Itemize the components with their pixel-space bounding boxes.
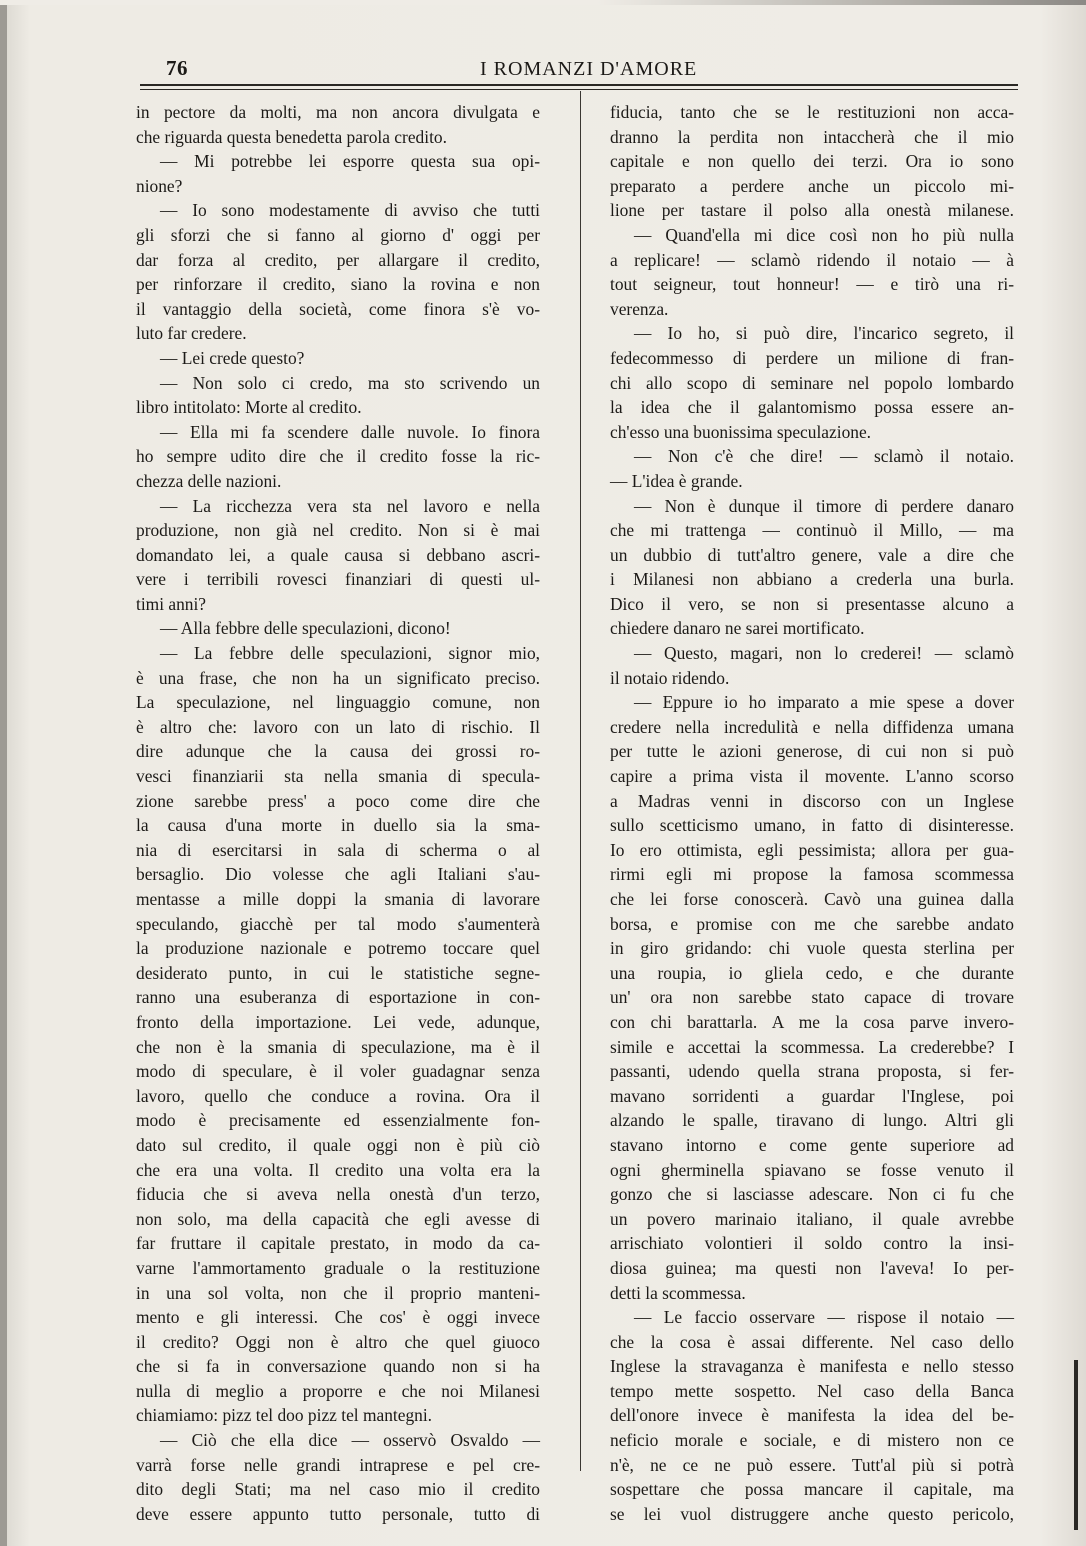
text-line: gli sforzi che si fanno al giorno d' oggi per: [136, 224, 540, 245]
text-line: i Milanesi non abbiano a crederla una burla.: [610, 569, 1014, 590]
text-line: dato sul credito, il quale oggi non è più ciò: [136, 1134, 540, 1155]
text-line: modo è precisamente ed essenzialmente fon-: [136, 1110, 540, 1131]
text-line: libro intitolato: Morte al credito.: [136, 397, 362, 418]
text-line: un' ora non sarebbe stato capace di trovare: [610, 987, 1014, 1008]
text-line: fedecommesso di perdere un milione di fran-: [610, 347, 1014, 368]
text-line: un povero marinaio italiano, il quale avrebbe: [610, 1208, 1014, 1229]
text-line: ogni gherminella spiavano se fosse venuto il: [610, 1159, 1014, 1180]
text-line: luto far credere.: [136, 323, 247, 344]
text-line: far fruttare il capitale prestato, in modo da ca-: [136, 1233, 540, 1254]
text-line: mento e gli interessi. Che cos' è oggi invece: [136, 1307, 540, 1328]
text-line: tout seigneur, tout honneur! — e tirò una ri-: [610, 274, 1014, 295]
text-line: deve essere appunto tutto personale, tutto di: [136, 1503, 540, 1524]
text-line: alzando le spalle, tiravano di lungo. Altri gli: [610, 1110, 1014, 1131]
text-line: — Mi potrebbe lei esporre questa sua opi-: [160, 151, 540, 172]
text-line: la causa d'una morte in duello sia la sma-: [136, 815, 540, 836]
text-line: — Ella mi fa scendere dalle nuvole. Io finora: [160, 421, 540, 442]
text-line: è altro che: lavoro con un lato di rischio. Il: [136, 716, 540, 737]
page-left-edge-shadow: [0, 0, 7, 1546]
text-line: diosa guinea; ma questi non l'aveva! Io per-: [610, 1257, 1014, 1278]
text-line: produzione, non già nel credito. Non si è mai: [136, 520, 540, 541]
text-line: ho sempre udito dire che il credito fosse la ric-: [136, 446, 540, 467]
running-title: I ROMANZI D'AMORE: [480, 58, 698, 80]
text-line: ranno una esuberanza di esportazione in con-: [136, 987, 540, 1008]
text-line: chiamiamo: pizz tel doo pizz tel mantegni.: [136, 1405, 433, 1426]
text-line: capitale e non quello dei terzi. Ora io sono: [610, 151, 1014, 172]
page-number: 76: [166, 56, 188, 80]
page-top-edge-shadow: [0, 0, 1086, 5]
text-line: è una frase, che non ha un significato preciso.: [136, 667, 540, 688]
text-line: che lei forse conoscerà. Cavò una guinea dalla: [610, 889, 1014, 909]
text-line: — La ricchezza vera sta nel lavoro e nella: [160, 495, 540, 516]
text-line: a Madras venni in discorso con un Inglese: [610, 790, 1014, 811]
text-line: sullo scetticismo umano, in fatto di disinteresse.: [610, 815, 1014, 836]
text-line: il notaio ridendo.: [610, 667, 730, 688]
text-line: dranno la perdita non intaccherà che il mio: [610, 126, 1014, 147]
text-line: mentasse a mille doppi la smania di lavorare: [136, 889, 540, 909]
text-line: — Le faccio osservare — rispose il notaio —: [634, 1307, 1014, 1328]
text-line: il vantaggio della società, come finora s'è vo-: [136, 298, 540, 319]
text-line: borsa, e promise con me che sarebbe andato: [610, 913, 1014, 934]
text-line: Io ero ottimista, egli pessimista; allora per gua-: [610, 839, 1014, 860]
text-line: gonzo che si lasciasse adescare. Non ci fu che: [610, 1184, 1014, 1205]
text-line: che mi trattenga — continuò il Millo, — ma: [610, 520, 1014, 541]
text-line: in pectore da molti, ma non ancora divulgata e: [136, 102, 540, 122]
left-text-column: [136, 100, 540, 1526]
text-line: chezza delle nazioni.: [136, 470, 282, 491]
text-line: rirmi egli mi propose la famosa scommessa: [610, 864, 1014, 885]
text-line: dire adunque che la causa dei grossi ro-: [136, 741, 540, 762]
text-line: tempo mette sospetto. Nel caso della Banca: [610, 1380, 1014, 1401]
text-line: — Alla febbre delle speculazioni, dicono!: [160, 618, 451, 639]
text-line: stavano intorno e come gente superiore ad: [610, 1134, 1014, 1155]
text-line: timi anni?: [136, 593, 207, 614]
text-line: per rinforzare il credito, siano la rovina e non: [136, 274, 540, 295]
text-line: neficio morale e sociale, e di mistero non ce: [610, 1430, 1014, 1451]
text-line: mavano sorridenti a guardar l'Inglese, poi: [610, 1085, 1014, 1106]
text-line: verenza.: [610, 298, 669, 319]
text-line: che non è la smania di speculazione, ma è il: [136, 1036, 540, 1057]
header-rule-top: [140, 84, 1018, 86]
text-line: chiedere danaro ne sarei mortificato.: [610, 618, 865, 639]
text-line: nulla di meglio a proporre e che noi Milanesi: [136, 1380, 540, 1401]
text-line: in giro gridando: chi vuole questa sterlina per: [610, 938, 1014, 959]
text-line: La speculazione, nel linguaggio comune, non: [136, 692, 540, 713]
text-line: — Io sono modestamente di avviso che tutti: [160, 200, 540, 221]
column-divider: [580, 91, 581, 1471]
text-line: varrà forse nelle grandi intraprese e pel cre-: [136, 1454, 540, 1475]
text-line: n'è, ne ce ne può essere. Tutt'al più si potrà: [610, 1454, 1014, 1475]
text-line: zione sarebbe press' a poco come dire che: [136, 790, 540, 811]
text-line: domandato lei, a quale causa si debbano ascri-: [136, 544, 540, 565]
text-line: capire a prima vista il movente. L'anno scorso: [610, 766, 1014, 787]
text-line: — Questo, magari, non lo crederei! — sclamò: [634, 643, 1014, 664]
text-line: con chi barattarla. A me la cosa parve invero-: [610, 1011, 1014, 1032]
text-line: — Io ho, si può dire, l'incarico segreto, il: [634, 323, 1014, 344]
text-line: in una sol volta, non che il proprio manteni-: [136, 1282, 540, 1303]
text-line: fiducia, tanto che se le restituzioni non acca-: [610, 102, 1014, 122]
text-line: che si fa in conversazione quando non si ha: [136, 1356, 540, 1377]
text-line: la idea che il galantomismo possa essere an-: [610, 397, 1014, 418]
text-line: — La febbre delle speculazioni, signor mio,: [160, 643, 540, 664]
text-line: vere i terribili rovesci finanziari di questi ul-: [136, 569, 540, 590]
text-line: preparato a perdere anche un piccolo mi-: [610, 175, 1014, 196]
text-line: — Non è dunque il timore di perdere danaro: [634, 495, 1014, 516]
text-line: fiducia che si aveva nella onestà d'un terzo,: [136, 1184, 540, 1205]
text-line: — Eppure io ho imparato a mie spese a dover: [634, 692, 1014, 713]
text-line: lavoro, quello che conduce a rovina. Ora il: [136, 1085, 540, 1106]
text-line: dell'onore invece è manifesta la idea del be-: [610, 1405, 1014, 1426]
text-line: — Non c'è che dire! — sclamò il notaio.: [634, 446, 1014, 467]
text-line: un dubbio di tutt'altro genere, vale a dire che: [610, 544, 1014, 565]
text-line: non solo, ma della capacità che egli avesse di: [136, 1208, 540, 1229]
text-line: dito degli Stati; ma nel caso mio il credito: [136, 1479, 540, 1500]
text-line: se lei vuol distruggere anche questo pericolo,: [610, 1503, 1014, 1524]
text-line: per tutte le azioni generose, di cui non si può: [610, 741, 1014, 762]
text-line: che era una volta. Il credito una volta era la: [136, 1159, 540, 1180]
text-line: — Non solo ci credo, ma sto scrivendo un: [160, 372, 540, 393]
text-line: — Ciò che ella dice — osservò Osvaldo —: [160, 1430, 540, 1451]
text-line: il credito? Oggi non è altro che quel giuoco: [136, 1331, 540, 1352]
text-line: nia di esercitarsi in sala di scherma o al: [136, 839, 540, 860]
text-line: — Quand'ella mi dice così non ho più nulla: [634, 224, 1014, 245]
text-line: bersaglio. Dio volesse che agli Italiani s'au-: [136, 864, 540, 885]
text-line: lione per tastare il polso alla onestà milanese.: [610, 200, 1014, 221]
text-line: una roupia, io gliela cedo, e che durante: [610, 962, 1014, 983]
text-line: varne l'ammortamento graduale o la restituzione: [136, 1257, 540, 1278]
text-line: simile e accettai la scommessa. La crederebbe? I: [610, 1036, 1014, 1057]
page-right-edge-mark: [1074, 1360, 1078, 1530]
text-line: chi allo scopo di seminare nel popolo lombardo: [610, 372, 1014, 393]
text-line: dar forza al credito, per allargare il credito,: [136, 249, 540, 270]
text-line: Inglese la stravaganza è manifesta e nello stesso: [610, 1356, 1014, 1377]
running-header: [160, 56, 1020, 82]
text-line: speculando, giacchè per tal modo s'aumenterà: [136, 913, 540, 934]
text-line: — L'idea è grande.: [610, 470, 743, 491]
text-line: che la cosa è assai differente. Nel caso dello: [610, 1331, 1014, 1352]
text-line: — Lei crede questo?: [160, 347, 305, 368]
text-line: che riguarda questa benedetta parola credito.: [136, 126, 447, 147]
header-rule-bottom: [140, 89, 1018, 90]
right-text-column: [610, 100, 1014, 1526]
text-line: arrischiato volontieri il soldo contro la insi-: [610, 1233, 1014, 1254]
text-line: passanti, udendo quella strana proposta, si fer-: [610, 1061, 1014, 1082]
text-line: modo di speculare, è il voler guadagnar senza: [136, 1061, 540, 1082]
text-line: la produzione nazionale e potremo toccare quel: [136, 938, 540, 959]
text-line: ch'esso una buonissima speculazione.: [610, 421, 872, 442]
text-line: credere nella incredulità e nella diffidenza umana: [610, 716, 1014, 737]
text-line: nione?: [136, 175, 183, 196]
text-line: Dico il vero, se non si presentasse alcuno a: [610, 593, 1014, 614]
text-line: detti la scommessa.: [610, 1282, 746, 1303]
text-line: a replicare! — sclamò ridendo il notaio — à: [610, 249, 1014, 270]
text-line: desiderato punto, in cui le statistiche segne-: [136, 962, 540, 983]
text-line: vesci finanziarii sta nella smania di specula-: [136, 766, 540, 787]
text-line: sospettare che possa mancare il capitale, ma: [610, 1479, 1014, 1500]
text-line: fronto della importazione. Lei vede, adunque,: [136, 1011, 540, 1032]
